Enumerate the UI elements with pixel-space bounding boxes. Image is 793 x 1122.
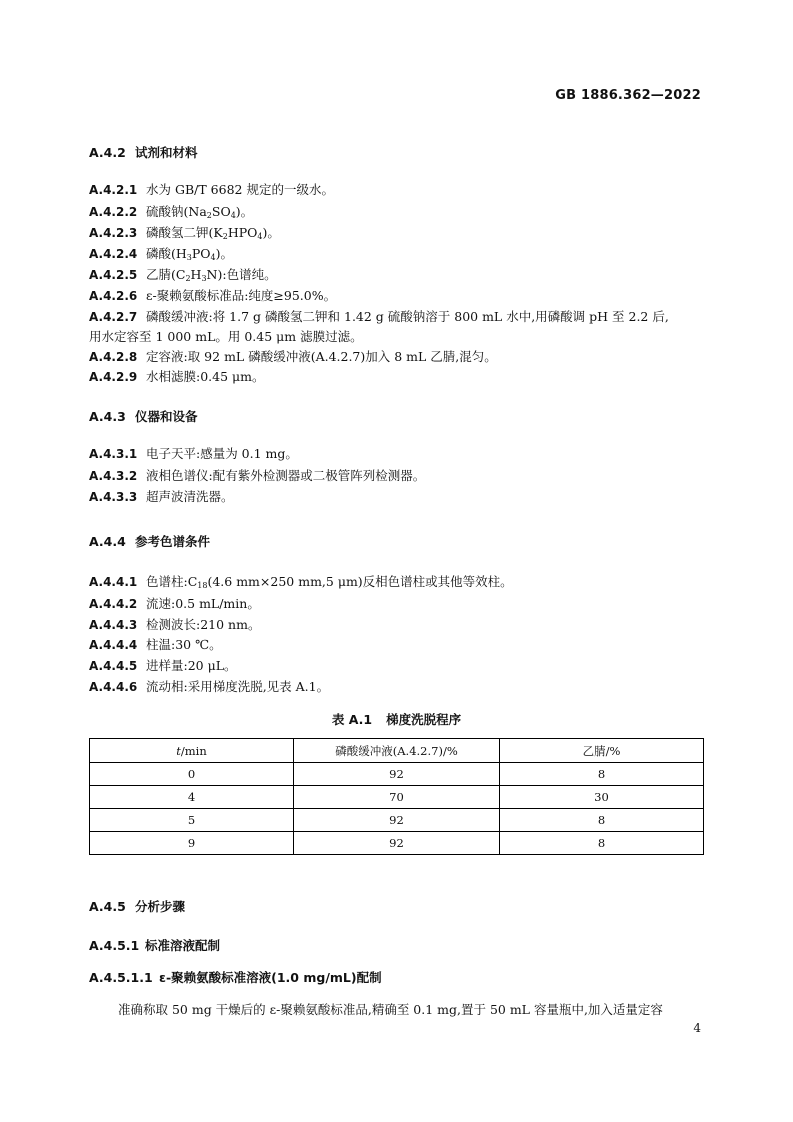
- table-cell: 4: [90, 786, 294, 809]
- table-cell: 70: [294, 786, 500, 809]
- standard-number: GB 1886.362—2022: [555, 88, 701, 103]
- page-number: 4: [693, 1021, 701, 1035]
- clause-text: 电子天平:感量为 0.1 mg。: [146, 446, 298, 461]
- clause-number: A.4.3.1: [89, 447, 138, 461]
- subscript: 2: [222, 232, 228, 241]
- clause-number: A.4.2.9: [89, 370, 138, 384]
- table-cell: 30: [500, 786, 704, 809]
- clause-text: 流动相:采用梯度洗脱,见表 A.1。: [146, 679, 330, 694]
- clause-a4-4-2: [89, 594, 260, 614]
- clause-a4-4-6: [89, 677, 329, 697]
- section-number: A.4.3: [89, 409, 126, 424]
- clause-text: HPO: [227, 225, 258, 240]
- clause-a4-2-4: [89, 244, 233, 264]
- section-title: 标准溶液配制: [145, 938, 221, 953]
- clause-number: A.4.2.6: [89, 289, 138, 303]
- clause-text: (4.6 mm×250 mm,5 μm)反相色谱柱或其他等效柱。: [207, 574, 513, 589]
- clause-text: PO: [191, 246, 211, 261]
- clause-text: 定容液:取 92 mL 磷酸缓冲液(A.4.2.7)加入 8 mL 乙腈,混匀。: [146, 349, 497, 364]
- section-number: A.4.4: [89, 534, 126, 549]
- clause-text: )。: [262, 225, 280, 240]
- subscript: 4: [230, 211, 236, 220]
- clause-text: 流速:0.5 mL/min。: [146, 596, 260, 611]
- clause-text: 硫酸钠(Na: [146, 204, 207, 219]
- section-title: 参考色谱条件: [135, 534, 211, 549]
- section-heading-a43: [89, 407, 198, 425]
- table-cell: 9: [90, 832, 294, 855]
- clause-a4-2-3: [89, 223, 280, 243]
- clause-text: 检测波长:210 nm。: [146, 617, 261, 632]
- section-heading-a451: [89, 936, 220, 954]
- table-cell: 8: [500, 763, 704, 786]
- clause-a4-2-7: [89, 307, 669, 327]
- section-title: 试剂和材料: [135, 145, 198, 160]
- clause-number: A.4.4.2: [89, 597, 138, 611]
- table-cell: 92: [294, 763, 500, 786]
- clause-text: H: [190, 267, 202, 282]
- table-row: [90, 832, 704, 855]
- clause-text: 磷酸缓冲液:将 1.7 g 磷酸氢二钾和 1.42 g 硫酸钠溶于 800 mL 水中,用磷酸调 pH 至 2.2 后,: [146, 309, 669, 324]
- header-cell-buffer: 磷酸缓冲液(A.4.2.7)/%: [294, 739, 500, 763]
- section-number: A.4.5: [89, 899, 126, 914]
- subscript: 2: [206, 211, 212, 220]
- clause-text: )。: [235, 204, 254, 219]
- table-caption-number: 表 A.1: [331, 712, 373, 727]
- clause-a4-3-3: [89, 487, 234, 507]
- clause-text: 磷酸(H: [146, 246, 187, 261]
- clause-number: A.4.4.6: [89, 680, 138, 694]
- section-heading-a44: [89, 532, 210, 550]
- table-cell: 92: [294, 832, 500, 855]
- clause-number: A.4.2.2: [89, 205, 138, 219]
- table-row: [90, 809, 704, 832]
- table-cell: 8: [500, 809, 704, 832]
- section-heading-a45: [89, 897, 185, 915]
- section-title: 仪器和设备: [135, 409, 198, 424]
- clause-number: A.4.2.7: [89, 310, 138, 324]
- clause-a4-2-9: [89, 367, 265, 387]
- clause-text: 用水定容至 1 000 mL。用 0.45 μm 滤膜过滤。: [89, 329, 363, 344]
- clause-a4-2-6: [89, 286, 336, 306]
- clause-text: )。: [215, 246, 234, 261]
- clause-number: A.4.4.3: [89, 618, 138, 632]
- clause-number: A.4.2.3: [89, 226, 138, 240]
- section-heading-a4511: [89, 968, 382, 986]
- clause-a4-4-3: [89, 615, 260, 635]
- table-row: [90, 786, 704, 809]
- gradient-table: [89, 738, 704, 855]
- clause-a4-2-7-continuation: [89, 327, 363, 347]
- section-title: 分析步骤: [135, 899, 186, 914]
- clause-a4-4-1: [89, 572, 513, 592]
- clause-text: SO: [211, 204, 231, 219]
- clause-number: A.4.2.4: [89, 247, 138, 261]
- clause-text: 进样量:20 μL。: [146, 658, 237, 673]
- clause-number: A.4.2.5: [89, 268, 138, 282]
- clause-text: 水相滤膜:0.45 μm。: [146, 369, 265, 384]
- clause-a4-3-1: [89, 444, 298, 464]
- clause-number: A.4.2.8: [89, 350, 138, 364]
- clause-a4-2-5: [89, 265, 277, 285]
- subscript: 18: [197, 581, 208, 590]
- table-row: [90, 763, 704, 786]
- clause-text: 超声波清洗器。: [146, 489, 234, 504]
- clause-text: 液相色谱仪:配有紫外检测器或二极管阵列检测器。: [146, 468, 426, 483]
- clause-text: 水为 GB/T 6682 规定的一级水。: [146, 182, 334, 197]
- section-title: ε-聚赖氨酸标准溶液(1.0 mg/mL)配制: [159, 970, 382, 985]
- table-header-row: [90, 739, 704, 763]
- subscript: 4: [257, 232, 263, 241]
- section-number: A.4.5.1.1: [89, 970, 153, 985]
- clause-a4-2-2: [89, 202, 253, 222]
- table-caption-title: 梯度洗脱程序: [386, 712, 462, 727]
- subscript: 2: [185, 274, 191, 283]
- section-number: A.4.5.1: [89, 938, 140, 953]
- clause-a4-4-5: [89, 656, 237, 676]
- clause-text: 柱温:30 ℃。: [146, 637, 222, 652]
- clause-number: A.4.2.1: [89, 183, 138, 197]
- clause-number: A.4.4.4: [89, 638, 138, 652]
- table-cell: 5: [90, 809, 294, 832]
- section-number: A.4.2: [89, 145, 126, 160]
- table-caption: [0, 710, 793, 728]
- clause-text: 磷酸氢二钾(K: [146, 225, 223, 240]
- clause-number: A.4.4.1: [89, 575, 138, 589]
- time-unit: /min: [180, 743, 207, 758]
- clause-number: A.4.4.5: [89, 659, 138, 673]
- clause-number: A.4.3.3: [89, 490, 138, 504]
- table-cell: 92: [294, 809, 500, 832]
- clause-text: 乙腈(C: [146, 267, 186, 282]
- clause-number: A.4.3.2: [89, 469, 138, 483]
- header-cell-acetonitrile: 乙腈/%: [500, 739, 704, 763]
- clause-a4-2-8: [89, 347, 497, 367]
- subscript: 4: [210, 253, 216, 262]
- header-cell-time: [90, 739, 294, 763]
- clause-text: ε-聚赖氨酸标准品:纯度≥95.0%。: [146, 288, 337, 303]
- section-heading-a42: [89, 143, 198, 161]
- body-paragraph: 准确称取 50 mg 干燥后的 ε-聚赖氨酸标准品,精确至 0.1 mg,置于 50 mL 容量瓶中,加入适量定容: [118, 1002, 663, 1017]
- clause-a4-4-4: [89, 635, 222, 655]
- clause-text: 色谱柱:C: [146, 574, 198, 589]
- clause-text: N):色谱纯。: [206, 267, 277, 282]
- table-cell: 0: [90, 763, 294, 786]
- clause-a4-3-2: [89, 466, 425, 486]
- table-cell: 8: [500, 832, 704, 855]
- subscript: 3: [186, 253, 192, 262]
- clause-a4-2-1: [89, 180, 334, 200]
- time-variable: t: [176, 743, 181, 758]
- subscript: 3: [201, 274, 207, 283]
